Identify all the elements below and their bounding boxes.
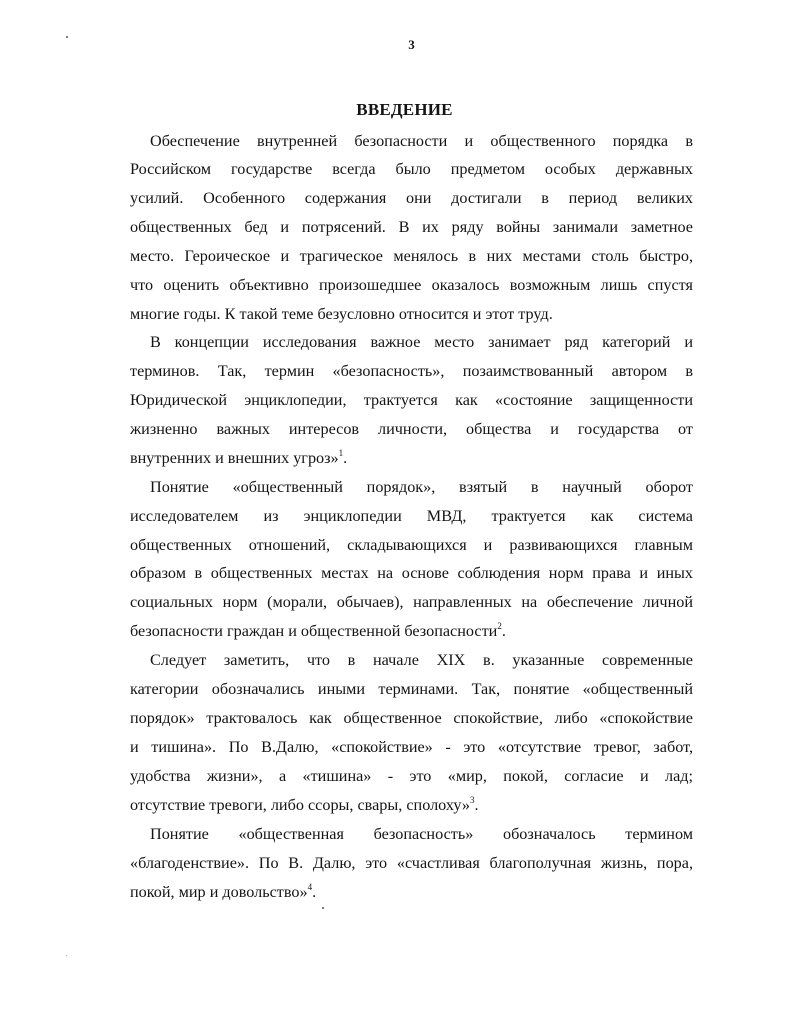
text-line-content: Обеспечение внутренней безопасности и общественного порядка в xyxy=(150,132,693,150)
text-line-content: Следует заметить, что в начале XIX в. указанные современные xyxy=(150,651,693,669)
text-line xyxy=(130,447,693,469)
text-line-content: место. Героическое и трагическое менялось в них местами столь быстро, xyxy=(130,247,693,265)
text-line xyxy=(130,216,693,238)
page-number: 3 xyxy=(408,37,415,52)
scan-speck xyxy=(66,955,67,956)
text-line xyxy=(150,649,693,671)
text-line-content: покой, мир и довольство» xyxy=(130,883,308,901)
text-line xyxy=(130,765,693,787)
text-line xyxy=(130,678,693,700)
text-line xyxy=(150,823,693,845)
text-line-content: Понятие «общественная безопасность» обозначалось термином xyxy=(150,825,693,843)
footnote-marker: 1 xyxy=(338,448,344,458)
text-line-content: многие годы. К такой теме безусловно относится и этот труд. xyxy=(130,305,553,323)
text-line xyxy=(130,360,693,382)
text-line xyxy=(130,303,693,325)
sentence-end: . xyxy=(343,449,348,467)
text-line-content: категории обозначались иными терминами. Так, понятие «общественный xyxy=(130,680,693,698)
text-line xyxy=(150,130,693,152)
text-line-content: усилий. Особенного содержания они достигали в период великих xyxy=(130,189,693,207)
text-line-content: исследователем из энциклопедии МВД, трактуется как система xyxy=(130,507,693,525)
footnote-marker: 3 xyxy=(469,795,475,805)
text-line xyxy=(150,476,693,498)
text-line-content: общественных отношений, складывающихся и развивающихся главным xyxy=(130,536,693,554)
text-line-content: и тишина». По В.Далю, «спокойствие» - это «отсутствие тревог, забот, xyxy=(130,738,693,756)
text-line xyxy=(130,736,693,758)
text-line-content: социальных норм (морали, обычаев), направленных на обеспечение личной xyxy=(130,593,693,611)
text-line-content: жизненно важных интересов личности, общества и государства от xyxy=(130,420,693,438)
text-line-content: что оценить объективно произошедшее оказалось возможным лишь спустя xyxy=(130,276,693,294)
text-line xyxy=(130,158,693,180)
text-line-content: безопасности граждан и общественной безопасности xyxy=(130,622,498,640)
text-line-content: удобства жизни», а «тишина» - это «мир, покой, согласие и лад; xyxy=(130,767,693,785)
text-line xyxy=(130,389,693,411)
text-line-content: В концепции исследования важное место занимает ряд категорий и xyxy=(150,333,693,351)
text-line-content: Юридической энциклопедии, трактуется как «состояние защищенности xyxy=(130,391,693,409)
text-line xyxy=(130,187,693,209)
text-line-content: Понятие «общественный порядок», взятый в научный оборот xyxy=(150,478,693,496)
text-line xyxy=(130,274,693,296)
text-line xyxy=(130,794,693,816)
scan-speck xyxy=(322,907,324,909)
footnote-marker: 4 xyxy=(307,882,313,892)
text-line-content: порядок» трактовалось как общественное спокойствие, либо «спокойствие xyxy=(130,709,693,727)
text-line xyxy=(130,620,693,642)
text-line-content: «благоденствие». По В. Далю, это «счастливая благополучная жизнь, пора, xyxy=(130,854,693,872)
text-line-content: общественных бед и потрясений. В их ряду войны занимали заметное xyxy=(130,218,693,236)
text-line-content: образом в общественных местах на основе соблюдения норм права и иных xyxy=(130,564,693,582)
text-line xyxy=(130,591,693,613)
scan-speck xyxy=(66,36,68,38)
text-line xyxy=(130,505,693,527)
sentence-end: . xyxy=(501,622,506,640)
text-line-content: отсутствие тревоги, либо ссоры, свары, сполоху» xyxy=(130,796,470,814)
text-line xyxy=(130,707,693,729)
sentence-end: . xyxy=(312,883,317,901)
text-line xyxy=(130,881,693,903)
text-line xyxy=(130,418,693,440)
text-line-content: внутренних и внешних угроз» xyxy=(130,449,339,467)
footnote-marker: 2 xyxy=(497,621,502,631)
text-line xyxy=(130,534,693,556)
text-line-content: Российском государстве всегда было предметом особых державных xyxy=(130,160,693,178)
text-line xyxy=(130,562,693,584)
text-line xyxy=(130,245,693,267)
text-line-content: терминов. Так, термин «безопасность», позаимствованный автором в xyxy=(130,362,693,380)
text-line xyxy=(130,852,693,874)
section-heading: ВВЕДЕНИЕ xyxy=(356,100,453,119)
sentence-end: . xyxy=(474,796,479,814)
text-line xyxy=(150,331,693,353)
